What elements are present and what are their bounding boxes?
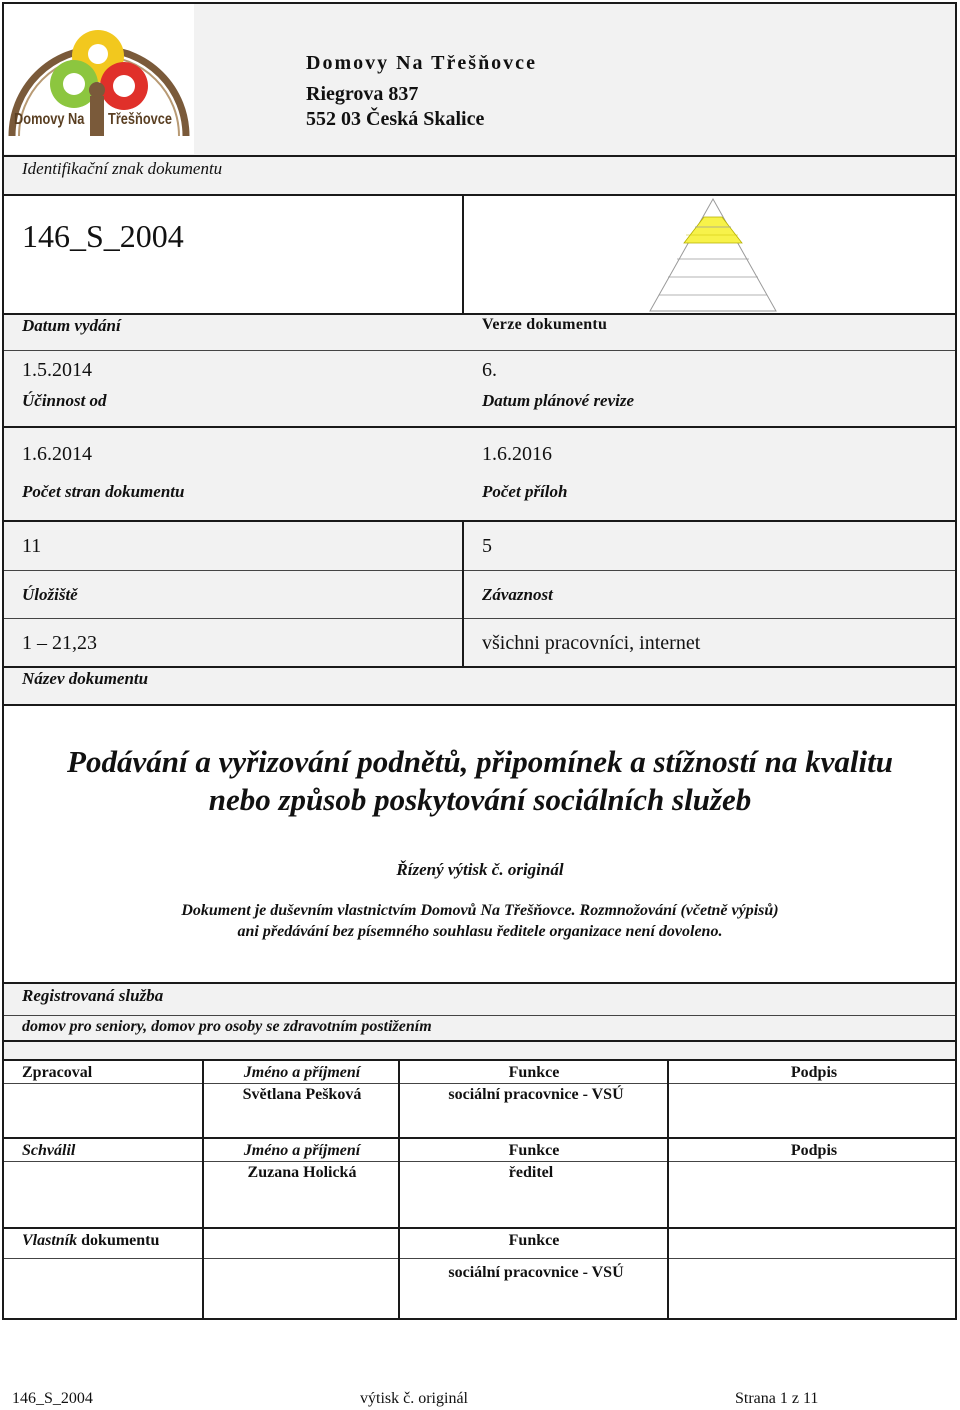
owner-function: sociální pracovnice - VSÚ <box>448 1264 624 1281</box>
version-value: 6. <box>482 359 497 381</box>
divider <box>4 982 955 984</box>
storage-value: 1 – 21,23 <box>22 632 97 654</box>
footer-doc-id: 146_S_2004 <box>12 1390 93 1407</box>
org-city: 552 03 Česká Skalice <box>306 108 485 130</box>
approved-name-header: Jméno a příjmení <box>243 1142 361 1159</box>
divider <box>4 194 955 196</box>
prepared-function-header: Funkce <box>508 1064 560 1081</box>
page-count-value: 11 <box>22 535 42 557</box>
doc-id-value: 146_S_2004 <box>22 218 184 254</box>
divider <box>4 1137 955 1139</box>
logo-text-right: Třešňovce <box>108 111 173 128</box>
approved-function-header: Funkce <box>508 1142 560 1159</box>
planned-revision-label: Datum plánové revize <box>482 391 635 410</box>
divider <box>4 350 955 351</box>
doc-title-line1: Podávání a vyřizování podnětů, připomínek a stížností na kvalitu <box>67 744 893 779</box>
approved-label: Schválil <box>22 1142 76 1159</box>
copyright-line1: Dokument je duševním vlastnictvím Domovů Na Třešňovce. Rozmnožování (včetně výpisů) <box>181 902 779 919</box>
attachment-count-value: 5 <box>482 535 492 557</box>
owner-label-rest: dokumentu <box>77 1232 160 1249</box>
binding-label: Závaznost <box>482 585 553 604</box>
divider <box>4 666 955 668</box>
controlled-copy: Řízený výtisk č. originál <box>396 860 564 879</box>
divider <box>4 1258 955 1259</box>
divider <box>4 1227 955 1229</box>
org-name: Domovy Na Třešňovce <box>306 52 537 74</box>
logo-graphic <box>4 4 194 154</box>
owner-label <box>22 1232 159 1250</box>
divider <box>462 520 464 666</box>
prepared-function: sociální pracovnice - VSÚ <box>448 1086 624 1103</box>
divider <box>4 1059 955 1061</box>
doc-name-label: Název dokumentu <box>22 669 149 688</box>
service-value: domov pro seniory, domov pro osoby se zdravotním postižením <box>22 1018 432 1035</box>
org-street: Riegrova 837 <box>306 83 419 105</box>
logo <box>4 4 194 154</box>
divider <box>4 520 955 522</box>
issue-date-label: Datum vydání <box>22 316 121 335</box>
storage-label: Úložiště <box>22 585 78 604</box>
copyright-line2: ani předávání bez písemného souhlasu ředitele organizace není dovoleno. <box>237 923 723 940</box>
effective-from-label: Účinnost od <box>22 391 107 410</box>
owner-function-header: Funkce <box>508 1232 560 1249</box>
prepared-signature-header: Podpis <box>790 1064 838 1081</box>
page-count-label: Počet stran dokumentu <box>22 482 185 501</box>
divider <box>4 426 955 428</box>
binding-value: všichni pracovníci, internet <box>482 632 701 654</box>
divider <box>4 1040 955 1042</box>
doc-id-label: Identifikační znak dokumentu <box>22 159 223 178</box>
divider <box>4 1015 955 1016</box>
logo-text-left: Domovy Na <box>14 111 85 128</box>
approved-function: ředitel <box>508 1164 554 1181</box>
divider <box>4 155 955 157</box>
prepared-name-header: Jméno a příjmení <box>243 1064 361 1081</box>
quality-pyramid <box>646 197 780 313</box>
divider <box>4 570 955 571</box>
issue-date-value: 1.5.2014 <box>22 359 92 381</box>
version-label: Verze dokumentu <box>482 316 608 333</box>
divider <box>4 1161 955 1162</box>
prepared-label: Zpracoval <box>22 1064 93 1081</box>
divider <box>4 313 955 315</box>
effective-from-value: 1.6.2014 <box>22 443 92 465</box>
divider <box>462 196 464 313</box>
divider <box>4 1083 955 1084</box>
divider <box>4 618 955 619</box>
planned-revision-value: 1.6.2016 <box>482 443 552 465</box>
service-label: Registrovaná služba <box>22 986 164 1005</box>
owner-label-italic: Vlastník <box>22 1232 78 1249</box>
footer-copy: výtisk č. originál <box>360 1390 468 1407</box>
divider <box>4 704 955 706</box>
pyramid-icon <box>646 197 780 313</box>
approved-signature-header: Podpis <box>790 1142 838 1159</box>
footer-page: Strana 1 z 11 <box>735 1390 819 1407</box>
prepared-name: Světlana Pešková <box>242 1086 362 1103</box>
doc-title-line2: nebo způsob poskytování sociálních služeb <box>208 782 752 817</box>
approved-name: Zuzana Holická <box>247 1164 357 1181</box>
attachment-count-label: Počet příloh <box>482 482 568 501</box>
